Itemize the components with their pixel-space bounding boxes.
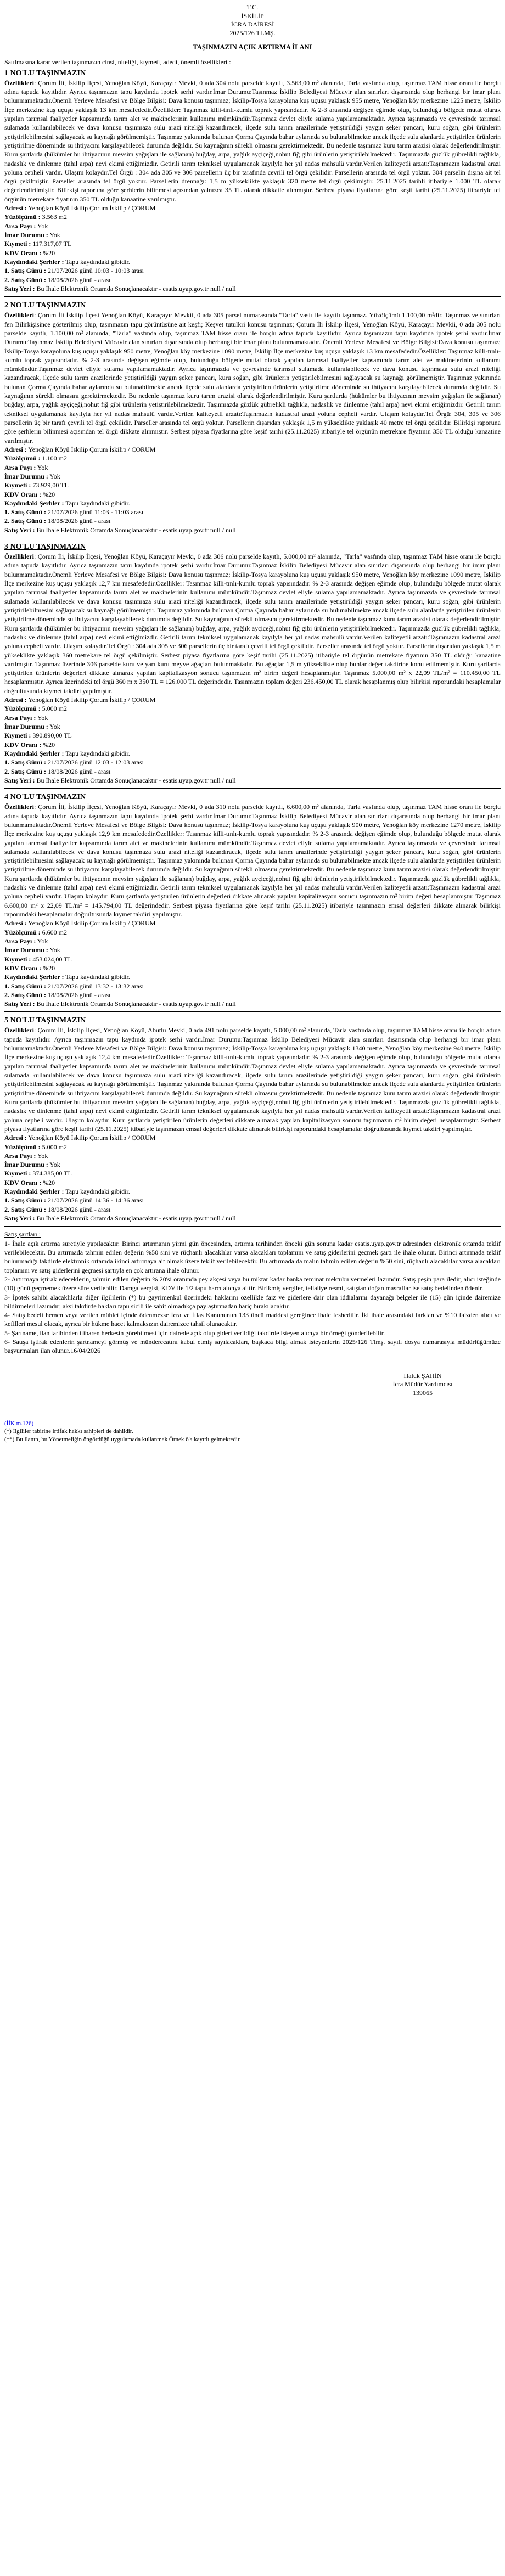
field-value: Bu İhale Elektronik Ortamda Sonuçlanacaktır - esatis.uyap.gov.tr null / null: [36, 526, 236, 534]
parcel-field-imar: [4, 230, 501, 239]
parcel-field-kayit: [4, 972, 501, 981]
field-value: Yenoğlan Köyü İskilip Çorum İskilip / ÇORUM: [28, 445, 156, 453]
parcel-field-yuzolcumu: [4, 212, 501, 221]
field-label: Adresi :: [4, 919, 27, 927]
parcel-section: [4, 300, 501, 538]
field-value: Yok: [49, 946, 60, 954]
field-label: Satış Yeri :: [4, 284, 35, 293]
section-divider: [4, 1226, 501, 1227]
field-value: Yenoğlan Köyü İskilip Çorum İskilip / ÇORUM: [28, 1134, 156, 1142]
field-value: Yok: [37, 1151, 48, 1160]
field-label: İmar Durumu :: [4, 723, 48, 731]
header-office: İCRA DAİRESİ: [231, 20, 274, 29]
intro-text: Satılmasına karar verilen taşınmazın cinsi, niteliği, kıymeti, adedi, önemli özellikleri :: [4, 58, 231, 66]
parcel-field-arsa-payi: [4, 1151, 501, 1160]
field-label: Yüzölçümü :: [4, 213, 41, 221]
field-label: İmar Durumu :: [4, 946, 48, 954]
section-divider: [4, 788, 501, 789]
sale-condition-item: 2- Artırmaya iştirak edeceklerin, tahmin edilen değerin % 20'si oranında pey akçesi veya bu miktar kadar banka teminat mektubu vermeleri lazımdır. Satış peşin para iledir, alıcı isteğinde (10) günü geçmemek üzere süre verilebilir. Damga vergisi, KDV ile 1/2 tapu harcı alıcıya aittir. Birikmiş vergiler, tellaliye resmi, satıştan doğan masraflar ise satış bedelinden ödenir.: [4, 1275, 501, 1292]
parcel-field-satis2: [4, 1205, 501, 1214]
field-label: 1. Satış Günü :: [4, 267, 47, 275]
field-label: KDV Oranı :: [4, 1178, 42, 1186]
footer-note: (*) İlgililer tabirine irtifak hakkı sahipleri de dahildir.: [4, 1428, 133, 1435]
parcel-description: [4, 1026, 501, 1133]
field-value: 21/07/2026 günü 12:03 - 12:03 arası: [48, 758, 144, 767]
parcel-description: [4, 552, 501, 695]
sale-condition-item: 4- Satış bedeli hemen veya verilen mühlet içinde ödenmezse İcra ve İflas Kanununun 133 üncü maddesi gereğince ihale feshedilir. İki ihale arasındaki farktan ve %10 faizden alıcı ve kefilleri mesul olacak, ayrıca bir hükme hacet kalmaksızın dairemizce tahsil olunacaktır.: [4, 1311, 501, 1328]
field-value: 18/08/2026 günü - arası: [48, 1205, 111, 1213]
parcel-description-text: : Çorum İli, İskilip İlçesi, Yenoğlan Köyü, Karaçayır Mevki, 0 ada 310 nolu parselde kayıtlı, 6.600,00 m² alanında, Tarla vasfında olup, taşınmaz TAM hisse oranı ile borçlu adına tapuda kayıtlıdır. Ayrıca taşınmazın tapu kaydında ipotek şerhi vardır.İmar Durumu:Taşınmaz İskilip Belediyesi Mücavir alan sınırları dışarısında olup herhangi bir imar planı bulunmamaktadır.Önemli Yerleve Mesafesi ve Bölge Bilgisi: Dava konusu taşınmaz; İskilip-Tosya karayoluna kuş uçuşu yaklaşık 900 metre, Yenoğlan köy merkezine 1270 metre, İskilip İlçe merkezine kuş uçuşu yaklaşık 12,9 km mesafededir.Özellikler: Taşınmaz killi-tınlı-kumlu toprak yapısındadır. % 2-3 arasında değişen eğimde olup, bulunduğu bölgede mutat olarak yapılan tarımsal faaliyetler kapsamında tarım alet ve makinelerinin kullanımı mümkündür.Taşınmaz devlet eliyle sulama yapılamamaktadır. Ayrıca taşınmazda ve çevresinde tarımsal sulamada kullanılabilecek ve dava konusu taşınmaza sulu arazi niteliği kazandıracak, ilçede sulu tarım arazilerinde yetiştirildiği yaygın şeker pancarı, kuru soğan, gibi ürünlerin yetiştirilebilmesini sağlayacak su kaynağı görülmemiştir. Taşınmaz yakınında bulunan Çorma Çayında bahar aylarında su bulunabilmekte ancak ilçede sulu alanlarda yetiştirilen ürünlerin yetiştirilme döneminde su ihtiyacını karşılayabilecek durumda değildir. Su kaynağının sürekli olmasını gerektirmektedir. Bu nedenle taşınmaz kuru tarım arazisi olarak değerlendirilmiştir. Kuru şartlarda (hükümler bu ihtiyacının mevsim yağışları ile sağlanan) buğday, arpa, yağlık ayçiçeği,nohut fiğ gibi ürünlerin yetiştirilebilmektedir. Taşınmazda güzlük gübrelikli tağlıkla, nadaslık ve dinlenme (tahıl arpa) nevi ekimi ettiğimizdir. Getirili tarım tekniksel uygulamanak kayılyla her yıl nadas mahsulü vardır.Verilen kaliteyetli arzatı:Taşınmazın kadastral arazi yoluna cepheli vardır. Ulaşım kolaydır. Kuru şartlarda yetiştirilen ürünlerin değerleri dikkate alınarak yapılan kapitalizasyon sonucu taşınmazın m² birim değeri hesaplanmıştır. Taşınmaz 6.600,00 m² x 22,09 TL/m² = 145.794,00 TL değerindedir. Serbest piyasa fiyatlarına göre keşif tarihi (25.11.2025) itibariyle taşınmazın emsal değerleri dikkate alınarak bilirkişi raporundaki hesaplamalar doğrultusunda kıymet takdiri yapılmıştır.: [4, 803, 501, 918]
field-label: Kaydındaki Şerhler :: [4, 1188, 64, 1196]
parcel-field-satis1: [4, 982, 501, 991]
parcel-field-yuzolcumu: [4, 454, 501, 463]
parcel-description-text: : Çorum İli İskilip İlçesi Yenoğlan Köyü, Karaçayır Mevkii, 0 ada 305 parsel numarasında "Tarla" vasfı ile kayıtlı taşınmaz. Yüzölçümü 1.100,00 m²dir. Taşınmaz ve sınırları fen Bilirkişisince gösterilmiş olup, taşınmazın tapu görüntüsüne ait keşfi; Keşvet tutulkri konusu taşınmaz; Çorum İli İskilip İlçesi, Yenoğlan Köyü, Karaçayır Mevkii, 0 ada 305 nolu parselde kayıtlı, 1.100,00 m² alanında, "Tarla" vasfında olup, taşınmaz TAM hisse oranı ile borçlu adına tapuda kayıtlıdır. Ayrıca taşınmazın tapu kaydında ipotek şerhi vardır.İmar Durumu:Taşınmaz İskilip Belediyesi Mücavir alan sınırları dışarısında olup herhangi bir imar planı bulunmamaktadır. Önemli Yerleve Mesafesi ve Bölge Bilgisi:Dava konusu taşınmaz; İskilip-Tosya karayoluna kuş uçuşu yaklaşık 950 metre, Yenoğlan köy merkezine 1090 metre, İskilip İlçe merkezine kuş uçuşu yaklaşık 13 km mesafededir.Özellikler: Taşınmaz killi-tınlı-kumlu toprak yapısındadır. % 2-3 arasında değişen eğimde olup, bulunduğu bölgede mutat olarak yapılan tarımsal faaliyetler kapsamında tarım alet ve makinelerinin kullanımı mümkündür.Taşınmaz devlet eliyle sulama yapılamamaktadır. Ayrıca taşınmazda ve çevresinde tarımsal sulamada kullanılabilecek ve dava konusu taşınmaza sulu arazi niteliği kazandıracak, ilçede sulu tarım arazilerinde yetiştirildiği yaygın şeker pancarı, kuru soğan, gibi ürünlerin yetiştirilebilmesini sağlayacak su kaynağı görülmemiştir. Taşınmaz yakınında bulunan Çorma Çayında bahar aylarında su bulunabilmekte ancak ilçede sulu alanlarda yetiştirilen ürünlerin yetiştirilme döneminde su ihtiyacını karşılayabilecek durumda değildir. Su kaynağının sürekli olmasını gerektirmektedir. Bu nedenle taşınmaz kuru tarım arazisi olarak değerlendirilmiştir. Kuru şartlarda (hükümler bu ihtiyacının mevsim yağışları ile sağlanan) buğday, arpa, yağlık ayçiçeği,nohut fiğ gibi ürünlerin yetiştirilebilmektedir. Taşınmazda güzlük gübrelikli tağlıkla, nadaslık ve dinlenme (tahıl arpa) nevi ekimi ettiğimizdir. Getirili tarım tekniksel uygulamanak kayılyla her yıl nadas mahsulü vardır.Verilen kaliteyetli arzatı:Taşınmazın kadastral arazi yoluna cepheli vardır. Ulaşım kolaydır.Tel Örgü: 304, 305 ve 306 parsellerin üç bir tarafı çevrili tel örgü çekilidir. Parseller arasında tel örgü yoktur. Parsellerin dışarıdan yaklaşık 1,5 m yükseklikte yaklaşık 40 metre tel örgü çekilidir. Bilirkişi raporuna göre şerhlerin bilinmesi açısından tel örgü dikkate alınmıştır. Serbest piyasa fiyatlarına göre keşif tarihi (25.11.2025) itibariyle tel örgünün metrekare fiyatının 350 TL olduğu kanaatine varılmıştır.: [4, 311, 501, 445]
field-value: 5.000 m2: [42, 705, 68, 713]
field-label: KDV Oranı :: [4, 740, 42, 749]
parcel-field-kdv: [4, 1178, 501, 1187]
field-label: İmar Durumu :: [4, 472, 48, 480]
field-value: 374.385,00 TL: [32, 1169, 72, 1178]
field-label: Satış Yeri :: [4, 1000, 35, 1008]
section-divider: [4, 296, 501, 297]
field-label: Satış Yeri :: [4, 1214, 35, 1223]
field-label: 1. Satış Günü :: [4, 758, 47, 767]
field-value: 18/08/2026 günü - arası: [48, 767, 111, 775]
field-label: Kaydındaki Şerhler :: [4, 499, 64, 507]
field-value: %20: [43, 249, 55, 257]
parcel-field-adres: [4, 1133, 501, 1142]
parcel-field-kdv: [4, 740, 501, 749]
field-value: Yok: [49, 231, 60, 239]
field-label: Kıymeti :: [4, 732, 31, 740]
parcel-field-kiymet: [4, 239, 501, 248]
signature-block: [345, 1372, 501, 1398]
parcel-field-adres: [4, 919, 501, 927]
parcel-field-kayit: [4, 749, 501, 758]
field-value: Bu İhale Elektronik Ortamda Sonuçlanacaktır - esatis.uyap.gov.tr null / null: [36, 1214, 236, 1223]
header-file-number: 2025/126 TLMŞ.: [229, 29, 276, 37]
field-label: 2. Satış Günü :: [4, 767, 47, 775]
field-label: Kaydındaki Şerhler :: [4, 257, 64, 266]
parcel-field-kdv: [4, 964, 501, 972]
field-label: Adresi :: [4, 445, 27, 453]
parcel-title: 2 NO'LU TAŞINMAZIN: [4, 301, 86, 310]
parcel-field-satis1: [4, 266, 501, 275]
field-value: 117.317,07 TL: [32, 240, 72, 248]
field-value: Yok: [49, 723, 60, 731]
field-label: Arsa Payı :: [4, 463, 36, 471]
field-label: 1. Satış Günü :: [4, 508, 47, 516]
field-label: Kaydındaki Şerhler :: [4, 749, 64, 757]
field-value: Tapu kaydındaki gibidir.: [65, 973, 130, 981]
document-header: [4, 3, 501, 37]
field-label: 2. Satış Günü :: [4, 275, 47, 284]
parcel-field-satis1: [4, 1196, 501, 1205]
field-value: 21/07/2026 günü 11:03 - 11:03 arası: [48, 508, 144, 516]
parcel-field-imar: [4, 1160, 501, 1169]
parcel-description-label: Özellikleri: [4, 553, 34, 561]
signer-id: 139065: [413, 1388, 433, 1397]
parcel-field-satis-yeri: [4, 284, 501, 293]
field-label: 1. Satış Günü :: [4, 982, 47, 990]
field-value: 1.100 m2: [42, 454, 68, 463]
parcel-field-kdv: [4, 490, 501, 499]
field-value: Yenoğlan Köyü İskilip Çorum İskilip / ÇORUM: [28, 696, 156, 704]
field-label: 2. Satış Günü :: [4, 991, 47, 999]
signer-name: Haluk ŞAHİN: [403, 1371, 442, 1380]
field-label: Yüzölçümü :: [4, 705, 41, 713]
parcel-description: [4, 78, 501, 204]
field-value: %20: [43, 490, 55, 498]
parcel-field-kiymet: [4, 731, 501, 740]
field-label: KDV Oranı :: [4, 249, 42, 257]
sale-condition-item: 6- Satışa iştirak edenlerin şartnameyi görmüş ve münderecatını kabul etmiş sayılacakları, başkaca bilgi almak isteyenlerin 2025/126 Tlmş. sayılı dosya numarasıyla müdürlüğümüze başvurmaları ilan olunur.16/04/2026: [4, 1338, 501, 1355]
field-label: Kaydındaki Şerhler :: [4, 973, 64, 981]
parcel-section: [4, 792, 501, 1012]
sale-condition-item: 3- İpotek sahibi alacaklılarla diğer ilgililerin (*) bu gayrimenkul üzerindeki haklarını özellikle faiz ve giderlere dair olan iddialarını dayanağı belgeler ile (15) gün içinde dairemize bildirmeleri lazımdır; aksi takdirde hakları tapu sicili ile sabit olmadıkça paylaştırmadan hariç bırakılacaktır.: [4, 1293, 501, 1310]
header-district: İSKİLİP: [241, 12, 264, 20]
field-label: Arsa Payı :: [4, 222, 36, 230]
parcel-field-yuzolcumu: [4, 928, 501, 937]
parcel-field-kiymet: [4, 1169, 501, 1178]
field-value: Bu İhale Elektronik Ortamda Sonuçlanacaktır - esatis.uyap.gov.tr null / null: [36, 776, 236, 784]
field-label: Kıymeti :: [4, 1169, 31, 1178]
parcel-description-label: Özellikleri: [4, 311, 34, 319]
sale-conditions-title: Satış şartları :: [4, 1230, 41, 1239]
signer-title: İcra Müdür Yardımcısı: [392, 1380, 453, 1388]
parcel-field-satis1: [4, 758, 501, 767]
parcel-title: 4 NO'LU TAŞINMAZIN: [4, 793, 86, 802]
parcel-field-satis-yeri: [4, 526, 501, 535]
footer-notes: [4, 1420, 501, 1444]
parcel-title: 3 NO'LU TAŞINMAZIN: [4, 543, 86, 552]
parcel-field-satis2: [4, 767, 501, 776]
field-value: Yok: [37, 463, 48, 471]
parcel-field-kayit: [4, 499, 501, 508]
field-value: Yok: [49, 1161, 60, 1169]
parcel-field-satis2: [4, 991, 501, 999]
parcel-section: [4, 68, 501, 297]
field-label: Adresi :: [4, 204, 27, 212]
parcel-field-kdv: [4, 249, 501, 257]
law-reference-link[interactable]: (İİK m.126): [4, 1420, 34, 1427]
field-label: KDV Oranı :: [4, 964, 42, 972]
field-value: %20: [43, 964, 55, 972]
field-value: 73.929,00 TL: [32, 481, 69, 490]
sale-conditions: [4, 1230, 501, 1355]
parcel-description: [4, 802, 501, 919]
field-label: Adresi :: [4, 696, 27, 704]
field-value: 5.000 m2: [42, 1143, 68, 1151]
parcel-field-imar: [4, 472, 501, 481]
field-label: 1. Satış Günü :: [4, 1196, 47, 1205]
field-value: Tapu kaydındaki gibidir.: [65, 1188, 130, 1196]
field-value: %20: [43, 1178, 55, 1186]
field-label: Kıymeti :: [4, 481, 31, 490]
field-value: 21/07/2026 günü 10:03 - 10:03 arası: [48, 267, 144, 275]
field-value: Yok: [37, 937, 48, 945]
sale-condition-item: 5- Şartname, ilan tarihinden itibaren herkesin görebilmesi için dairede açık olup gideri verildiği takdirde isteyen alıcıya bir örneği gönderilebilir.: [4, 1329, 385, 1337]
field-value: 3.563 m2: [42, 213, 68, 221]
field-label: İmar Durumu :: [4, 231, 48, 239]
field-value: Bu İhale Elektronik Ortamda Sonuçlanacaktır - esatis.uyap.gov.tr null / null: [36, 284, 236, 293]
field-value: 18/08/2026 günü - arası: [48, 275, 111, 284]
document-title: TAŞINMAZIN AÇIK ARTIRMA İLANI: [193, 43, 312, 52]
parcel-description-label: Özellikleri: [4, 1026, 34, 1034]
parcel-description-label: Özellikleri: [4, 78, 34, 87]
parcel-field-arsa-payi: [4, 713, 501, 722]
field-label: Arsa Payı :: [4, 937, 36, 945]
parcel-description-label: Özellikleri: [4, 803, 34, 811]
parcel-field-satis2: [4, 516, 501, 525]
field-value: Yok: [37, 713, 48, 722]
parcel-field-satis-yeri: [4, 999, 501, 1008]
parcel-field-adres: [4, 695, 501, 704]
parcel-title: 1 NO'LU TAŞINMAZIN: [4, 69, 86, 77]
parcel-description-text: : Çorum İli, İskilip İlçesi, Yenoğlan Köyü, Karaçayır Mevki, 0 ada 306 nolu parselde kayıtlı, 5.000,00 m² alanında, "Tarla" vasfında olup, taşınmaz TAM hisse oranı ile borçlu adına tapuda kayıtlıdır. Ayrıca taşınmazın tapu kaydında ipotek şerhi vardır.İmar Durumu:Taşınmaz İskilip Belediyesi Mücavir alan sınırları dışarısında olup herhangi bir imar planı bulunmamaktadır.Önemli Yerleve Mesafesi ve Bölge Bilgisi: Dava konusu taşınmaz; İskilip-Tosya karayoluna kuş uçuşu yaklaşık 950 metre, Yenoğlan köy merkezine 1090 metre, İskilip İlçe merkezine kuş uçuşu yaklaşık 12,7 km mesafededir.Özellikler: Taşınmaz killi-tınlı-kumlu toprak yapısındadır. % 2-3 arasında değişen eğimde olup, bulunduğu bölgede mutat olarak yapılan tarımsal faaliyetler kapsamında tarım alet ve makinelerinin kullanımı mümkündür.Taşınmaz devlet eliyle sulama yapılamamaktadır. Ayrıca taşınmazda ve çevresinde tarımsal sulamada kullanılabilecek ve dava konusu taşınmaza sulu arazi niteliği kazandıracak, ilçede sulu tarım arazilerinde yetiştirildiği yaygın şeker pancarı, kuru soğan, gibi ürünlerin yetiştirilebilmesini sağlayacak su kaynağı görülmemiştir. Taşınmaz yakınında bulunan Çorma Çayında bahar aylarında su bulunabilmekte ancak ilçede sulu alanlarda yetiştirilen ürünlerin yetiştirilme döneminde su ihtiyacını karşılayabilecek durumda değildir. Su kaynağının sürekli olmasını gerektirmektedir. Bu nedenle taşınmaz kuru tarım arazisi olarak değerlendirilmiştir. Kuru şartlarda (hükümler bu ihtiyacının mevsim yağışları ile sağlanan) buğday, arpa, yağlık ayçiçeği,nohut fiğ gibi ürünlerin yetiştirilebilmektedir. Taşınmazda güzlük gübrelikli tağlıkla, nadaslık ve dinlenme (tahıl arpa) nevi ekimi ettiğimizdir. Getirili tarım tekniksel uygulamanak kayılyla her yıl nadas mahsulü vardır.Verilen kaliteyetli arzatı:Taşınmazın kadastral arazi yoluna cepheli vardır. Ulaşım kolaydır.Tel Örgü : 304 ada 305 ve 306 parsellerin üç bir tarafı çevrili tel örgü çekilidir. Parseller arasında tel örgü yoktur. Parsellerin dışarıdan yaklaşık 1,5 m yükseklikte yaklaşık 360 metrekare tel örgü çekilmiştir. Serbest piyasa fiyatlarına göre keşif tarihi (25.11.2025) itibariyle tel örgünün metrekare fiyatının 350 TL olduğu kanaatine varılmıştır. Taşınmaz üzerinde 306 parselde kuru ve yarı kuru meyve ağaçları bulunmaktadır. Bu ağaçlar 1,5 m yükseklikte olup bunlar değer takdirine konu edilmemiştir. Kuru şartlarda yetiştirilen ürünlerin değerleri dikkate alınarak yapılan kapitalizasyon sonucu taşınmazın m² birim değeri hesaplanmıştır. Taşınmaz 5.000,00 m² x 22,09 TL/m² = 110.450,00 TL hesaplanmıştır. Ayrıca üzerindeki tel örgü 360 m x 350 TL = 126.000 TL değerindedir. Taşınmazın toplam değeri 236.450,00 TL olarak hesaplanmış olup bilirkişi raporundaki hesaplamalar doğrultusunda kıymet takdiri yapılmıştır.: [4, 553, 501, 695]
field-value: Yenoğlan Köyü İskilip Çorum İskilip / ÇORUM: [28, 204, 156, 212]
field-value: 21/07/2026 günü 13:32 - 13:32 arası: [48, 982, 144, 990]
parcel-field-arsa-payi: [4, 463, 501, 472]
header-tc: T.C.: [246, 3, 259, 11]
field-label: Yüzölçümü :: [4, 1143, 41, 1151]
parcel-field-kiymet: [4, 481, 501, 490]
parcel-field-yuzolcumu: [4, 704, 501, 713]
parcel-description: [4, 311, 501, 445]
field-value: Yok: [37, 222, 48, 230]
parcel-field-kayit: [4, 1187, 501, 1196]
parcel-field-satis-yeri: [4, 1214, 501, 1223]
field-value: Yok: [49, 472, 60, 480]
field-label: Arsa Payı :: [4, 1151, 36, 1160]
parcel-field-imar: [4, 946, 501, 954]
field-value: 453.024,00 TL: [32, 955, 72, 963]
parcel-field-yuzolcumu: [4, 1143, 501, 1151]
parcel-section: [4, 1015, 501, 1227]
field-label: Kıymeti :: [4, 240, 31, 248]
field-value: 21/07/2026 günü 14:36 - 14:36 arası: [48, 1196, 144, 1205]
field-value: Bu İhale Elektronik Ortamda Sonuçlanacaktır - esatis.uyap.gov.tr null / null: [36, 1000, 236, 1008]
parcel-field-imar: [4, 722, 501, 731]
field-label: Yüzölçümü :: [4, 454, 41, 463]
field-label: 2. Satış Günü :: [4, 517, 47, 525]
footer-note: (**) Bu ilanın, bu Yönetmeliğin öngördüğü uygulamada kullanmak Örnek 6'a kayıtlı gelmektedir.: [4, 1436, 241, 1443]
section-divider: [4, 1011, 501, 1012]
field-value: Tapu kaydındaki gibidir.: [65, 749, 130, 757]
field-label: KDV Oranı :: [4, 490, 42, 498]
field-value: Yenoğlan Köyü İskilip Çorum İskilip / ÇORUM: [28, 919, 156, 927]
field-label: Adresi :: [4, 1134, 27, 1142]
parcel-field-adres: [4, 445, 501, 454]
parcel-field-kayit: [4, 257, 501, 266]
parcel-list: [4, 68, 501, 1227]
parcel-field-satis2: [4, 275, 501, 284]
field-value: 6.600 m2: [42, 928, 68, 936]
field-value: %20: [43, 740, 55, 749]
parcel-description-text: : Çorum İli, İskilip İlçesi, Yenoğlan Köyü, Karaçayır Mevki, 0 ada 304 nolu parselde kayıtlı, 3.563,00 m² alanında, Tarla vasfında olup, taşınmaz TAM hisse oranı ile borçlu adına tapuda kayıtlıdır. Ayrıca taşınmazın tapu kaydında ipotek şerhi vardır.İmar Durumu:Taşınmaz İskilip Belediyesi Mücavir alan sınırları dışarısında olup herhangi bir imar planı bulunmamaktadır.Önemli Yerleve Mesafesi ve Bölge Bilgisi: Dava konusu taşınmaz; İskilip-Tosya karayoluna kuş uçuşu yaklaşık 955 metre, Yenoğlan köy merkezine 1225 metre, İskilip İlçe merkezine kuş uçuşu yaklaşık 13 km mesafededir.Özellikler: Taşınmaz killi-tınlı-kumlu toprak yapısındadır. % 2-3 arasında değişen eğimde olup, bulunduğu bölgede mutat olarak yapılan tarımsal faaliyetler kapsamında tarım alet ve makinelerinin kullanımı mümkündür.Taşınmaz devlet eliyle sulama yapılamamaktadır. Ayrıca taşınmazda ve çevresinde tarımsal sulamada kullanılabilecek ve dava konusu taşınmaza sulu arazi niteliği kazandıracak, ilçede sulu tarım arazilerinde yetiştirildiği yaygın şeker pancarı, kuru soğan, gibi ürünlerin yetiştirilebilmesini sağlayacak su kaynağı görülmemiştir. Taşınmaz yakınında bulunan Çorma Çayında bahar aylarında su bulunabilmekte ancak ilçede sulu alanlarda yetiştirilen ürünlerin yetiştirilme döneminde su ihtiyacını karşılayabilecek durumda değildir. Su kaynağının sürekli olmasını gerektirmektedir. Bu nedenle taşınmaz kuru tarım arazisi olarak değerlendirilmiştir. Kuru şartlarda (hükümler bu ihtiyacının mevsim yağışları ile sağlanan) buğday, arpa, yağlık ayçiçeği,nohut fiğ gibi ürünlerin yetiştirilebilmektedir. Taşınmazda güzlük gübrelikli tağlıkla, nadaslık ve dinlenme (tahıl arpa) nevi ekimi ettiğimizdir. Getirili tarım tekniksel uygulamanak kayılyla her yıl nadas mahsulü vardır.Verilen kaliteyetli arzatı:Taşınmazın kadastral arazi yoluna cepheli vardır. Ulaşım kolaydır.Tel Örgü : 304 ada 305 ve 306 parsellerin üç bir tarafında çevrili tel örgü çekilidir. Parsellerin arasında tel örgü yoktur. 304 parselin dışına ait tel örgü çekilmiştir. Parseller arasında tel örgü yoktur. Parsellerin drennağı: 1,5 m yükseklikte yaklaşık 320 metre tel örgü çekilmiştir. 25.11.2025 tarihli itibariyle 1.000 TL olarak değerlendirilmiştir. Bilirkişi raporuna göre şerhlerin bilinmesi açısından yalnızca 35 TL olarak dikkatle alınmıştır. Serbest piyasa fiyatlarına göre keşif tarihi (25.11.2025) itibariyle tel örgünün metrekare fiyatının 350 TL olduğu kanaatine varılmıştır.: [4, 78, 501, 203]
field-label: Yüzölçümü :: [4, 928, 41, 936]
field-label: 2. Satış Günü :: [4, 1205, 47, 1213]
field-value: 18/08/2026 günü - arası: [48, 517, 111, 525]
parcel-field-satis1: [4, 508, 501, 516]
parcel-title: 5 NO'LU TAŞINMAZIN: [4, 1016, 86, 1025]
sale-condition-item: 1- İhale açık artırma suretiyle yapılacaktır. Birinci artırmanın yirmi gün öncesinden, artırma tarihinden önceki gün sonuna kadar esatis.uyap.gov.tr adresinden elektronik ortamda teklif verilebilecektir. Bu artırmada tahmin edilen değerin %50 sini ve rüçhanlı alacaklılar varsa alacakları toplamını ve satış giderlerini geçmek şartı ile ihale olunur. Birinci artırmada teklif bulunmadığı takdirde elektronik ortamda ikinci artırmaya ait olmak üzere teklif verilebilecektir. Bu artırmada da malın tahmin edilen değerin %50 sini, rüçhanlı alacaklılar varsa alacakları toplamını ve satış giderlerini geçmesi şartıyla en çok artırana ihale olunur.: [4, 1239, 501, 1274]
field-value: Tapu kaydındaki gibidir.: [65, 499, 130, 507]
parcel-field-adres: [4, 204, 501, 212]
parcel-field-arsa-payi: [4, 937, 501, 946]
field-value: 18/08/2026 günü - arası: [48, 991, 111, 999]
field-value: Tapu kaydındaki gibidir.: [65, 257, 130, 266]
field-label: Satış Yeri :: [4, 776, 35, 784]
field-value: 390.890,00 TL: [32, 732, 72, 740]
parcel-description-text: : Çorum İli, İskilip İlçesi, Yenoğlan Köyü, Abutlu Mevki, 0 ada 491 nolu parselde kayıtlı, 5.000,00 m² alanında, Tarla vasfında olup, taşınmaz TAM hisse oranı ile borçlu adına tapuda kayıtlıdır. Ayrıca taşınmazın tapu kaydında ipotek şerhi vardır.İmar Durumu:Taşınmaz İskilip Belediyesi Mücavir alan sınırları dışarısında olup herhangi bir imar planı bulunmamaktadır.Önemli Yerleve Mesafesi ve Bölge Bilgisi: Dava konusu taşınmaz; İskilip-Tosya karayoluna kuş uçuşu yaklaşık 1340 metre, Yenoğlan köy merkezine 940 metre, İskilip İlçe merkezine kuş uçuşu yaklaşık 12,4 km mesafededir.Özellikler: Taşınmaz killi-tınlı-kumlu toprak yapısındadır. % 2-3 arasında değişen eğimde olup, bulunduğu bölgede mutat olarak yapılan tarımsal faaliyetler kapsamında tarım alet ve makinelerinin kullanımı mümkündür.Taşınmaz devlet eliyle sulama yapılamamaktadır. Ayrıca taşınmazda ve çevresinde tarımsal sulamada kullanılabilecek ve dava konusu taşınmaza sulu arazi niteliği kazandıracak, ilçede sulu tarım arazilerinde yetiştirildiği yaygın şeker pancarı, kuru soğan, gibi ürünlerin yetiştirilebilmesini sağlayacak su kaynağı görülmemiştir. Taşınmaz yakınında bulunan Çorma Çayında bahar aylarında su bulunabilmekte ancak ilçede sulu alanlarda yetiştirilen ürünlerin yetiştirilme döneminde su ihtiyacını karşılayabilecek durumda değildir. Su kaynağının sürekli olmasını gerektirmektedir. Bu nedenle taşınmaz kuru tarım arazisi olarak değerlendirilmiştir. Kuru şartlarda (hükümler bu ihtiyacının mevsim yağışları ile sağlanan) buğday, arpa, yağlık ayçiçeği,nohut fiğ gibi ürünlerin yetiştirilebilmektedir. Taşınmazda güzlük gübrelikli tağlıkla, nadaslık ve dinlenme (tahıl arpa) nevi ekimi ettiğimizdir. Getirili tarım tekniksel uygulamanak kayılyla her yıl nadas mahsulü vardır.Verilen kaliteyetli arzatı:Taşınmazın kadastral arazi yoluna cepheli vardır. Ulaşım kolaydır. Kuru şartlarda yetiştirilen ürünlerin değerleri dikkate alınarak yapılan kapitalizasyon sonucu taşınmazın m² birim değeri hesaplanmıştır. Serbest piyasa fiyatlarına göre keşif tarihi (25.11.2025) itibariyle taşınmazın emsal değerleri dikkate alınarak bilirkişi raporundaki hesaplamalar doğrultusunda kıymet takdiri yapılmıştır.: [4, 1026, 501, 1133]
parcel-field-arsa-payi: [4, 222, 501, 230]
field-label: İmar Durumu :: [4, 1161, 48, 1169]
parcel-section: [4, 542, 501, 789]
field-label: Kıymeti :: [4, 955, 31, 963]
field-label: Arsa Payı :: [4, 713, 36, 722]
parcel-field-satis-yeri: [4, 776, 501, 785]
parcel-field-kiymet: [4, 955, 501, 964]
field-label: Satış Yeri :: [4, 526, 35, 534]
